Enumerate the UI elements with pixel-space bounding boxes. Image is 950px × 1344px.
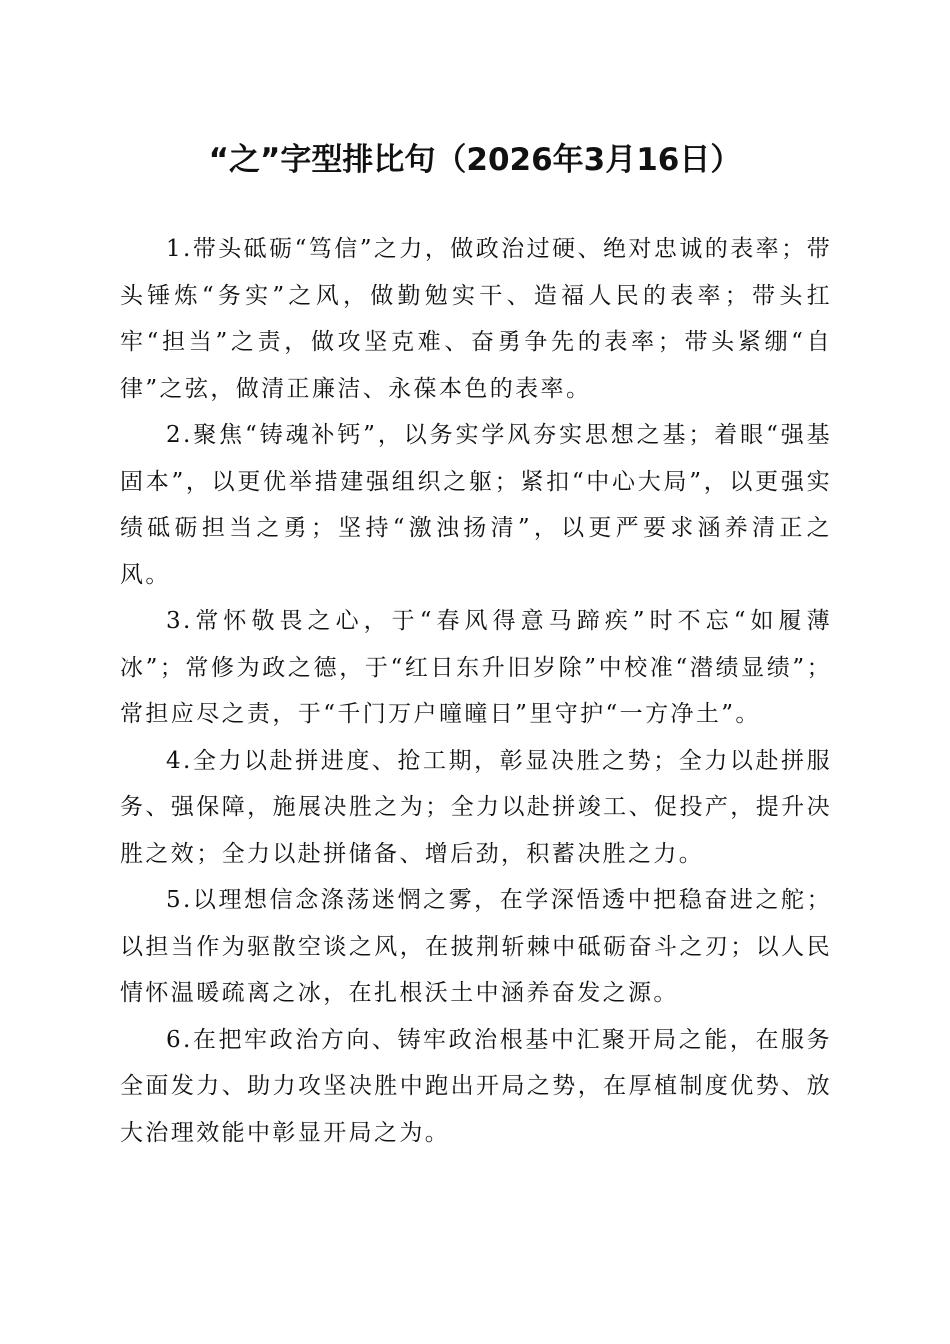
paragraph-3: 3.常怀敬畏之心，于“春风得意马蹄疾”时不忘“如履薄冰”；常修为政之德，于“红日东升旧岁除”中校准“潜绩显绩”；常担应尽之责，于“千门万户曈曈日”里守护“一方净土”。	[120, 608, 832, 727]
document-title: “之”字型排比句（2026年3月16日）	[208, 142, 742, 178]
paragraph-4: 4.全力以赴拼进度、抢工期，彰显决胜之势；全力以赴拼服务、强保障，施展决胜之为；全力以赴拼竣工、促投产，提升决胜之效；全力以赴拼储备、增后劲，积蓄决胜之力。	[120, 747, 832, 867]
paragraph-2: 2.聚焦“铸魂补钙”，以务实学风夯实思想之基；着眼“强基固本”，以更优举措建强组织之躯；紧扣“中心大局”，以更强实绩砥砺担当之勇；坚持“激浊扬清”，以更严要求涵养清正之风。	[120, 422, 832, 588]
paragraph-6: 6.在把牢政治方向、铸牢政治根基中汇聚开局之能，在服务全面发力、助力攻坚决胜中跑出开局之势，在厚植制度优势、放大治理效能中彰显开局之为。	[120, 1026, 832, 1146]
document-body	[120, 226, 832, 1156]
paragraph-5: 5.以理想信念涤荡迷惘之雾，在学深悟透中把稳奋进之舵；以担当作为驱散空谈之风，在披荆斩棘中砥砺奋斗之刃；以人民情怀温暖疏离之冰，在扎根沃土中涵养奋发之源。	[120, 887, 832, 1006]
paragraph-1: 1.带头砥砺“笃信”之力，做政治过硬、绝对忠诚的表率；带头锤炼“务实”之风，做勤勉实干、造福人民的表率；带头扛牢“担当”之责，做攻坚克难、奋勇争先的表率；带头紧绷“自律”之弦，做清正廉洁、永葆本色的表率。	[120, 236, 832, 402]
